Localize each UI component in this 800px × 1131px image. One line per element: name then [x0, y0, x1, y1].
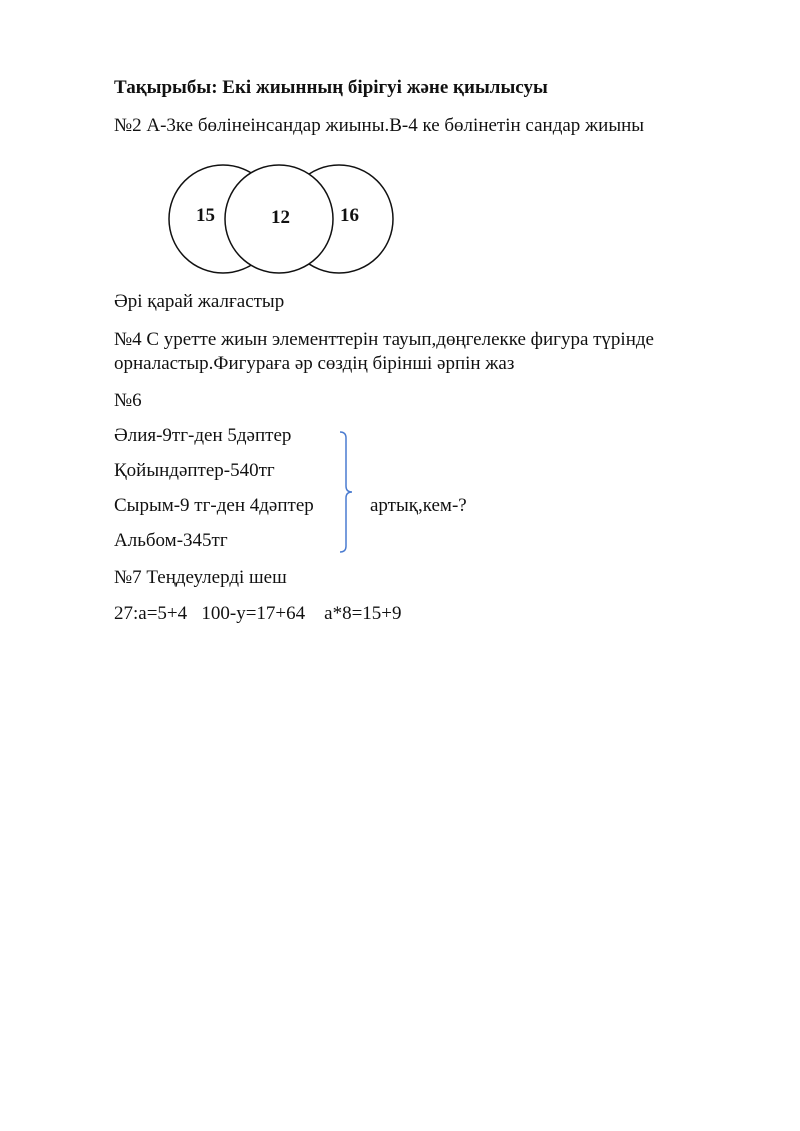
task6-item: Әлия-9тг-ден 5дәптер [114, 425, 292, 446]
task6-question: артық,кем-? [370, 495, 467, 516]
venn-right-value: 16 [340, 205, 359, 226]
venn-left-value: 15 [196, 205, 215, 226]
task6-item: Қойындәптер-540тг [114, 460, 275, 481]
task6-number: №6 [114, 390, 142, 411]
task6-item: Сырым-9 тг-ден 4дәптер [114, 495, 314, 516]
continue-text: Әрі қарай жалғастыр [114, 291, 285, 312]
task7-text: №7 Теңдеулерді шеш [114, 567, 287, 588]
curly-brace-icon [336, 430, 366, 554]
task4-line1: №4 С уретте жиын элементтерін тауып,дөңгелекке фигура түрінде [114, 329, 654, 350]
task6-item: Альбом-345тг [114, 530, 228, 551]
task7-equations: 27:a=5+4 100-y=17+64 a*8=15+9 [114, 603, 402, 624]
venn-middle-value: 12 [271, 207, 290, 228]
page-title: Тақырыбы: Екі жиынның бірігуі және қиылысуы [114, 77, 548, 98]
task4-line2: орналастыр.Фигураға әр сөздің бірінші әрпін жаз [114, 353, 515, 374]
task2-text: №2 А-3ке бөлінеінсандар жиыны.В-4 ке бөлінетін сандар жиыны [114, 115, 645, 136]
